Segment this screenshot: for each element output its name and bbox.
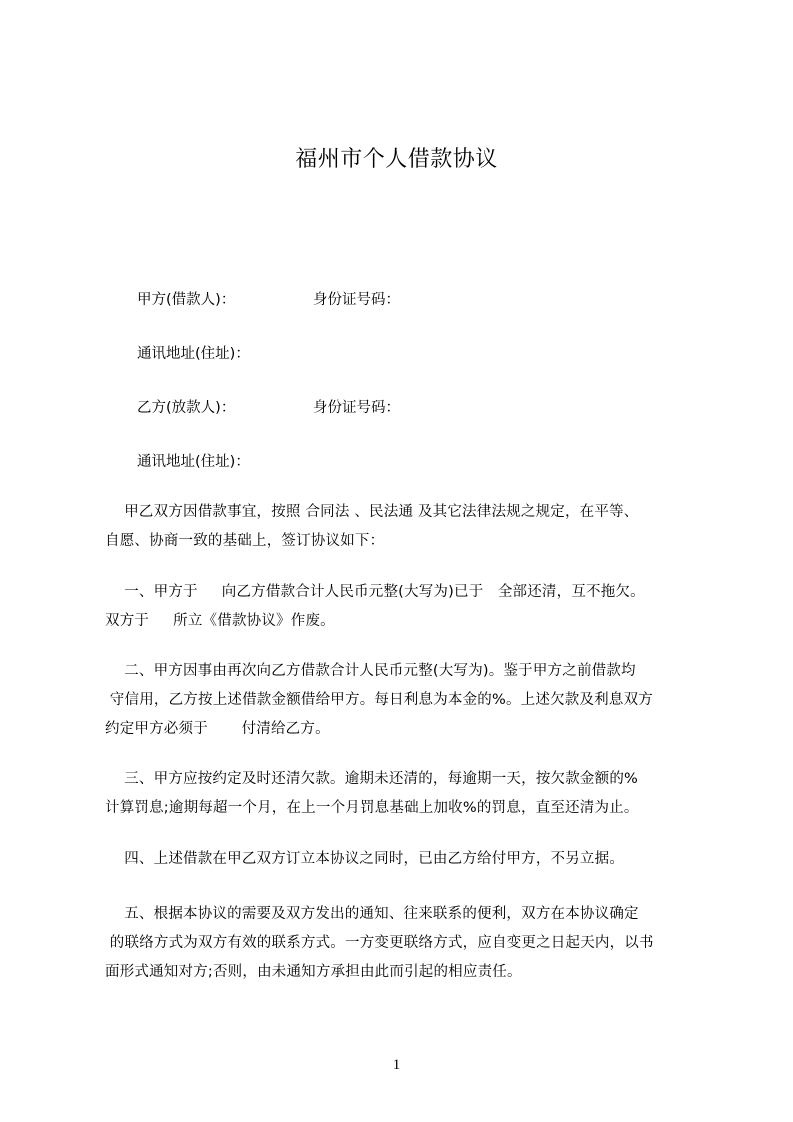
page-number: 1 bbox=[392, 1057, 401, 1073]
clause-4-line: 四、上述借款在甲乙双方订立本协议之同时，已由乙方给付甲方，不另立据。 bbox=[105, 851, 625, 867]
clause-1-line: 一、甲方于 向乙方借款合计人民币元整(大写为)已于 全部还清，互不拖欠。 bbox=[105, 584, 645, 600]
intro-paragraph bbox=[105, 498, 701, 556]
party-b-address-label: 通讯地址(住址)： bbox=[137, 454, 250, 470]
clause-3-line: 三、甲方应按约定及时还清欠款。逾期未还清的，每逾期一天，按欠款金额的% bbox=[105, 771, 639, 787]
clause-3-paragraph bbox=[105, 765, 701, 823]
party-b-label: 乙方(放款人)： bbox=[137, 400, 236, 416]
clause-2-paragraph bbox=[105, 657, 701, 744]
clause-2-line: 二、甲方因事由再次向乙方借款合计人民币元整(大写为)。鉴于甲方之前借款均 bbox=[105, 663, 636, 679]
party-b-id-label: 身份证号码： bbox=[313, 400, 400, 416]
party-a-address-label: 通讯地址(住址)： bbox=[137, 346, 250, 362]
clause-5-line: 的联络方式为双方有效的联系方式。一方变更联络方式，应自变更之日起天内，以书 bbox=[105, 935, 654, 951]
document-title: 福州市个人借款协议 bbox=[295, 147, 498, 172]
intro-line: 甲乙双方因借款事宜，按照 合同法 、民法通 及其它法律法规之规定，在平等、 bbox=[105, 504, 639, 520]
clause-1-line: 双方于 所立《借款协议》作废。 bbox=[105, 613, 335, 629]
intro-line: 自愿、协商一致的基础上，签订协议如下： bbox=[105, 533, 385, 549]
party-a-id-label: 身份证号码： bbox=[313, 292, 400, 308]
clause-5-line: 五、根据本协议的需要及双方发出的通知、往来联系的便利，双方在本协议确定 bbox=[105, 906, 639, 922]
clause-5-line: 面形式通知对方;否则，由未通知方承担由此而引起的相应责任。 bbox=[105, 964, 522, 980]
clause-5-paragraph bbox=[105, 900, 701, 987]
clause-2-line: 守信用，乙方按上述借款金额借给甲方。每日利息为本金的%。上述欠款及利息双方 bbox=[105, 692, 653, 708]
clause-3-line: 计算罚息;逾期每超一个月，在上一个月罚息基础上加收%的罚息，直至还清为止。 bbox=[105, 800, 639, 816]
clause-2-line: 约定甲方必须于 付清给乙方。 bbox=[105, 721, 330, 737]
party-a-label: 甲方(借款人)： bbox=[137, 292, 236, 308]
clause-4-paragraph bbox=[105, 845, 701, 874]
clause-1-paragraph bbox=[105, 578, 701, 636]
